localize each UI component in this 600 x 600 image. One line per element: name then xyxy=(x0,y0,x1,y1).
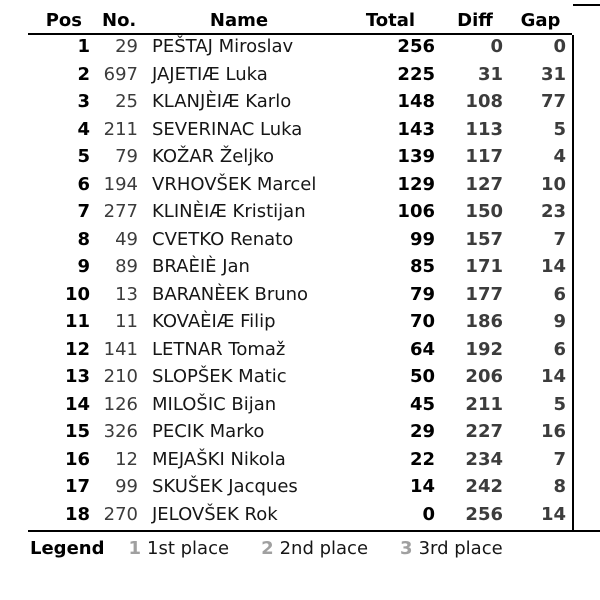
diff-cell: 150 xyxy=(465,201,503,222)
name-cell: VRHOVŠEK Marcel xyxy=(152,173,317,195)
no-cell: 99 xyxy=(115,476,138,497)
diff-cell: 192 xyxy=(465,338,503,360)
header-no: No. xyxy=(102,10,137,31)
total-cell: 14 xyxy=(409,476,435,497)
pos-cell: 16 xyxy=(64,448,90,470)
pos-cell: 2 xyxy=(77,63,90,85)
diff-cell: 256 xyxy=(465,503,503,525)
total-cell: 256 xyxy=(397,36,435,57)
total-cell: 22 xyxy=(409,448,435,470)
no-cell: 49 xyxy=(115,228,138,250)
gap-cell: 10 xyxy=(540,173,566,195)
no-cell: 25 xyxy=(115,91,138,112)
table-row xyxy=(28,363,572,391)
legend-place-text: 2nd place xyxy=(279,538,369,559)
table-row xyxy=(28,88,572,116)
legend-place-number: 2 xyxy=(261,538,274,559)
diff-cell: 31 xyxy=(477,63,503,85)
pos-cell: 8 xyxy=(77,228,90,250)
total-cell: 29 xyxy=(409,421,435,442)
name-cell: KOVAÈIÆ Filip xyxy=(152,311,276,332)
total-cell: 0 xyxy=(422,503,435,525)
table-right-border xyxy=(572,35,574,530)
table-row xyxy=(28,418,572,446)
no-cell: 141 xyxy=(103,338,138,360)
name-cell: KLANJÈIÆ Karlo xyxy=(152,91,292,112)
no-cell: 12 xyxy=(115,448,138,470)
name-cell: SLOPŠEK Matic xyxy=(152,366,287,387)
total-cell: 129 xyxy=(397,173,435,195)
gap-cell: 7 xyxy=(553,228,566,250)
table-row xyxy=(28,391,572,419)
pos-cell: 7 xyxy=(77,201,90,222)
name-cell: JAJETIÆ Luka xyxy=(152,63,268,85)
gap-cell: 0 xyxy=(553,36,566,57)
gap-cell: 77 xyxy=(540,91,566,112)
diff-cell: 113 xyxy=(465,118,503,140)
header-diff: Diff xyxy=(457,10,493,31)
gap-cell: 14 xyxy=(540,256,566,277)
table-row xyxy=(28,501,572,529)
name-cell: MILOŠIC Bijan xyxy=(152,393,277,415)
no-cell: 697 xyxy=(103,63,138,85)
name-cell: SEVERINAC Luka xyxy=(152,118,303,140)
diff-cell: 242 xyxy=(465,476,503,497)
no-cell: 326 xyxy=(103,421,138,442)
pos-cell: 3 xyxy=(77,91,90,112)
table-row xyxy=(28,308,572,336)
diff-cell: 177 xyxy=(465,283,503,305)
no-cell: 11 xyxy=(115,311,138,332)
diff-cell: 171 xyxy=(465,256,503,277)
no-cell: 13 xyxy=(115,283,138,305)
gap-cell: 14 xyxy=(540,503,566,525)
table-row xyxy=(28,226,572,254)
table-row xyxy=(28,143,572,171)
pos-cell: 12 xyxy=(64,338,90,360)
legend-item xyxy=(400,536,503,562)
total-cell: 143 xyxy=(397,118,435,140)
total-cell: 79 xyxy=(409,283,435,305)
top-right-rule xyxy=(573,4,600,6)
header-pos: Pos xyxy=(45,10,82,31)
pos-cell: 10 xyxy=(64,283,90,305)
name-cell: PECIK Marko xyxy=(152,421,265,442)
diff-cell: 206 xyxy=(465,366,503,387)
gap-cell: 7 xyxy=(553,448,566,470)
diff-cell: 234 xyxy=(465,448,503,470)
table-row xyxy=(28,281,572,309)
pos-cell: 18 xyxy=(64,503,90,525)
no-cell: 210 xyxy=(103,366,138,387)
total-cell: 139 xyxy=(397,146,435,167)
legend-items xyxy=(128,536,534,562)
table-row xyxy=(28,116,572,144)
total-cell: 45 xyxy=(409,393,435,415)
table-row xyxy=(28,446,572,474)
total-cell: 225 xyxy=(397,63,435,85)
table-header xyxy=(28,8,572,33)
diff-cell: 227 xyxy=(465,421,503,442)
legend-place-text: 3rd place xyxy=(418,538,503,559)
total-cell: 106 xyxy=(397,201,435,222)
name-cell: JELOVŠEK Rok xyxy=(152,503,278,525)
pos-cell: 11 xyxy=(64,311,90,332)
name-cell: LETNAR Tomaž xyxy=(152,338,286,360)
legend-item xyxy=(261,536,368,562)
total-cell: 85 xyxy=(409,256,435,277)
table-row xyxy=(28,198,572,226)
legend-place-number: 1 xyxy=(128,538,142,559)
gap-cell: 8 xyxy=(553,476,566,497)
header-name: Name xyxy=(209,10,269,31)
diff-cell: 157 xyxy=(465,228,503,250)
pos-cell: 4 xyxy=(77,118,90,140)
name-cell: KLINÈIÆ Kristijan xyxy=(152,201,306,222)
table-row xyxy=(28,473,572,501)
diff-cell: 127 xyxy=(465,173,503,195)
table-row xyxy=(28,171,572,199)
legend-place-text: 1st place xyxy=(147,538,230,559)
name-cell: SKUŠEK Jacques xyxy=(152,476,298,497)
header-rule xyxy=(28,33,572,35)
total-cell: 50 xyxy=(409,366,435,387)
legend-label: Legend xyxy=(30,538,105,559)
no-cell: 89 xyxy=(115,256,138,277)
name-cell: MEJAŠKI Nikola xyxy=(152,448,286,470)
no-cell: 126 xyxy=(103,393,138,415)
name-cell: BRAÈIÈ Jan xyxy=(152,256,250,277)
no-cell: 194 xyxy=(103,173,138,195)
results-table xyxy=(28,8,572,528)
total-cell: 99 xyxy=(409,228,435,250)
no-cell: 29 xyxy=(115,36,138,57)
diff-cell: 211 xyxy=(465,393,503,415)
table-row xyxy=(28,253,572,281)
name-cell: CVETKO Renato xyxy=(152,228,294,250)
gap-cell: 23 xyxy=(540,201,566,222)
no-cell: 79 xyxy=(115,146,138,167)
table-bottom-rule xyxy=(28,530,600,532)
table-row xyxy=(28,336,572,364)
table-row xyxy=(28,33,572,61)
gap-cell: 5 xyxy=(553,393,566,415)
total-cell: 64 xyxy=(409,338,435,360)
gap-cell: 5 xyxy=(553,118,566,140)
diff-cell: 117 xyxy=(465,146,503,167)
total-cell: 148 xyxy=(397,91,435,112)
gap-cell: 16 xyxy=(540,421,566,442)
name-cell: BARANÈEK Bruno xyxy=(152,283,309,305)
diff-cell: 108 xyxy=(465,91,503,112)
name-cell: KOŽAR Željko xyxy=(152,146,275,167)
no-cell: 270 xyxy=(103,503,138,525)
pos-cell: 15 xyxy=(64,421,90,442)
gap-cell: 6 xyxy=(553,283,566,305)
table-body xyxy=(28,33,572,528)
legend-place-number: 3 xyxy=(400,538,413,559)
gap-cell: 14 xyxy=(540,366,566,387)
pos-cell: 17 xyxy=(64,476,90,497)
diff-cell: 186 xyxy=(465,311,503,332)
table-row xyxy=(28,61,572,89)
pos-cell: 14 xyxy=(64,393,90,415)
gap-cell: 6 xyxy=(553,338,566,360)
legend-item xyxy=(128,536,229,562)
no-cell: 277 xyxy=(103,201,138,222)
gap-cell: 31 xyxy=(540,63,566,85)
no-cell: 211 xyxy=(103,118,138,140)
diff-cell: 0 xyxy=(490,36,503,57)
header-gap: Gap xyxy=(520,10,561,31)
gap-cell: 9 xyxy=(553,311,566,332)
pos-cell: 6 xyxy=(77,173,90,195)
total-cell: 70 xyxy=(409,311,435,332)
name-cell: PEŠTAJ Miroslav xyxy=(152,36,294,57)
pos-cell: 13 xyxy=(64,366,90,387)
pos-cell: 5 xyxy=(77,146,90,167)
pos-cell: 9 xyxy=(77,256,90,277)
gap-cell: 4 xyxy=(553,146,566,167)
header-total: Total xyxy=(365,10,416,31)
legend xyxy=(30,536,535,562)
pos-cell: 1 xyxy=(77,36,90,57)
